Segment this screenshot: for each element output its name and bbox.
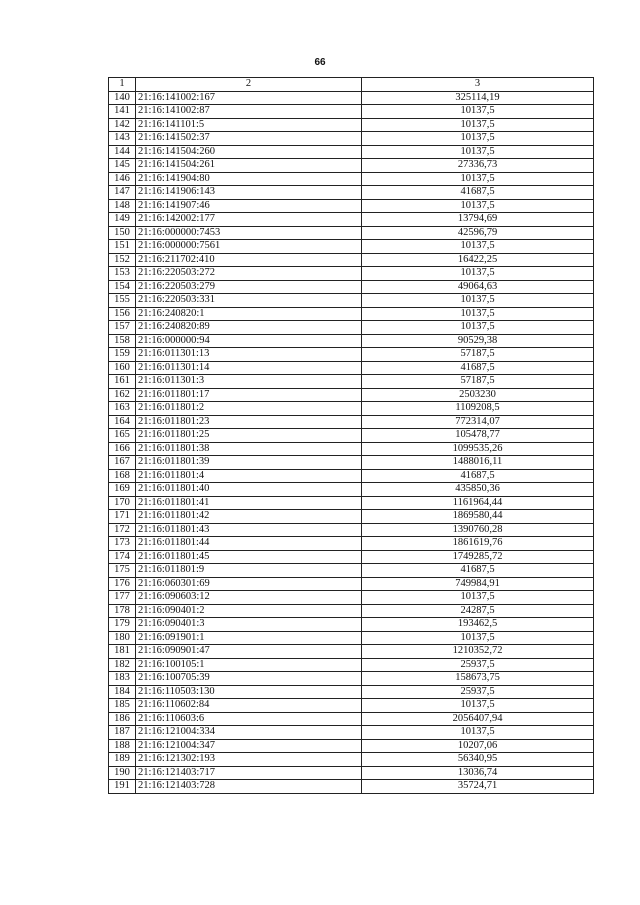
row-number-cell: 190 <box>109 766 136 780</box>
table-row <box>109 186 594 200</box>
value-cell: 10137,5 <box>362 132 594 146</box>
table-row <box>109 172 594 186</box>
value-cell: 57187,5 <box>362 375 594 389</box>
row-number-cell: 186 <box>109 712 136 726</box>
row-number-cell: 150 <box>109 226 136 240</box>
row-number-cell: 154 <box>109 280 136 294</box>
value-cell: 1749285,72 <box>362 550 594 564</box>
table-row <box>109 591 594 605</box>
cadastral-number-cell: 21:16:011801:39 <box>136 456 362 470</box>
value-cell: 10137,5 <box>362 240 594 254</box>
row-number-cell: 167 <box>109 456 136 470</box>
row-number-cell: 189 <box>109 753 136 767</box>
cadastral-number-cell: 21:16:141002:167 <box>136 91 362 105</box>
cadastral-number-cell: 21:16:011801:17 <box>136 388 362 402</box>
table-row <box>109 523 594 537</box>
cadastral-number-cell: 21:16:220503:279 <box>136 280 362 294</box>
value-cell: 2503230 <box>362 388 594 402</box>
table-row <box>109 307 594 321</box>
cadastral-number-cell: 21:16:011801:40 <box>136 483 362 497</box>
value-cell: 10137,5 <box>362 267 594 281</box>
value-cell: 90529,38 <box>362 334 594 348</box>
row-number-cell: 159 <box>109 348 136 362</box>
cadastral-number-cell: 21:16:142002:177 <box>136 213 362 227</box>
value-cell: 1109208,5 <box>362 402 594 416</box>
table-row <box>109 388 594 402</box>
cadastral-number-cell: 21:16:090401:2 <box>136 604 362 618</box>
table-row <box>109 631 594 645</box>
cadastral-number-cell: 21:16:141504:260 <box>136 145 362 159</box>
cadastral-number-cell: 21:16:011801:25 <box>136 429 362 443</box>
value-cell: 10207,06 <box>362 739 594 753</box>
cadastral-number-cell: 21:16:121004:334 <box>136 726 362 740</box>
cadastral-number-cell: 21:16:240820:89 <box>136 321 362 335</box>
column-header-2: 2 <box>136 78 362 92</box>
table-row <box>109 456 594 470</box>
row-number-cell: 168 <box>109 469 136 483</box>
table-row <box>109 510 594 524</box>
value-cell: 35724,71 <box>362 780 594 794</box>
table-row <box>109 537 594 551</box>
cadastral-number-cell: 21:16:121302:193 <box>136 753 362 767</box>
row-number-cell: 164 <box>109 415 136 429</box>
table-row <box>109 375 594 389</box>
cadastral-number-cell: 21:16:011801:41 <box>136 496 362 510</box>
cadastral-number-cell: 21:16:011801:2 <box>136 402 362 416</box>
cadastral-number-cell: 21:16:220503:272 <box>136 267 362 281</box>
table-row <box>109 348 594 362</box>
cadastral-number-cell: 21:16:090401:3 <box>136 618 362 632</box>
value-cell: 10137,5 <box>362 307 594 321</box>
cadastral-number-cell: 21:16:000000:7453 <box>136 226 362 240</box>
cadastral-number-cell: 21:16:141904:80 <box>136 172 362 186</box>
row-number-cell: 152 <box>109 253 136 267</box>
data-table <box>108 77 594 794</box>
value-cell: 10137,5 <box>362 631 594 645</box>
table-row <box>109 226 594 240</box>
table-row <box>109 132 594 146</box>
table-row <box>109 361 594 375</box>
table-row <box>109 429 594 443</box>
value-cell: 10137,5 <box>362 321 594 335</box>
row-number-cell: 188 <box>109 739 136 753</box>
row-number-cell: 144 <box>109 145 136 159</box>
table-row <box>109 469 594 483</box>
cadastral-number-cell: 21:16:110602:84 <box>136 699 362 713</box>
row-number-cell: 162 <box>109 388 136 402</box>
row-number-cell: 173 <box>109 537 136 551</box>
table-row <box>109 780 594 794</box>
cadastral-number-cell: 21:16:240820:1 <box>136 307 362 321</box>
cadastral-number-cell: 21:16:090901:47 <box>136 645 362 659</box>
cadastral-number-cell: 21:16:011301:13 <box>136 348 362 362</box>
table-row <box>109 739 594 753</box>
table-row <box>109 321 594 335</box>
row-number-cell: 165 <box>109 429 136 443</box>
cadastral-number-cell: 21:16:141101:5 <box>136 118 362 132</box>
cadastral-number-cell: 21:16:011301:14 <box>136 361 362 375</box>
row-number-cell: 142 <box>109 118 136 132</box>
table-header-row <box>109 78 594 92</box>
row-number-cell: 146 <box>109 172 136 186</box>
value-cell: 10137,5 <box>362 294 594 308</box>
cadastral-number-cell: 21:16:011801:45 <box>136 550 362 564</box>
cadastral-number-cell: 21:16:011801:43 <box>136 523 362 537</box>
value-cell: 13794,69 <box>362 213 594 227</box>
table-row <box>109 105 594 119</box>
cadastral-number-cell: 21:16:011801:9 <box>136 564 362 578</box>
row-number-cell: 178 <box>109 604 136 618</box>
value-cell: 158673,75 <box>362 672 594 686</box>
table-row <box>109 618 594 632</box>
row-number-cell: 160 <box>109 361 136 375</box>
value-cell: 772314,07 <box>362 415 594 429</box>
table-row <box>109 415 594 429</box>
value-cell: 1099535,26 <box>362 442 594 456</box>
table-row <box>109 726 594 740</box>
cadastral-number-cell: 21:16:011801:23 <box>136 415 362 429</box>
cadastral-number-cell: 21:16:011801:44 <box>136 537 362 551</box>
table-row <box>109 496 594 510</box>
table-row <box>109 145 594 159</box>
cadastral-number-cell: 21:16:211702:410 <box>136 253 362 267</box>
cadastral-number-cell: 21:16:000000:7561 <box>136 240 362 254</box>
table-row <box>109 91 594 105</box>
value-cell: 41687,5 <box>362 186 594 200</box>
cadastral-number-cell: 21:16:141504:261 <box>136 159 362 173</box>
value-cell: 1488016,11 <box>362 456 594 470</box>
cadastral-number-cell: 21:16:090603:12 <box>136 591 362 605</box>
row-number-cell: 170 <box>109 496 136 510</box>
value-cell: 1161964,44 <box>362 496 594 510</box>
table-row <box>109 159 594 173</box>
table-row <box>109 550 594 564</box>
value-cell: 24287,5 <box>362 604 594 618</box>
cadastral-number-cell: 21:16:110603:6 <box>136 712 362 726</box>
value-cell: 10137,5 <box>362 118 594 132</box>
cadastral-number-cell: 21:16:121004:347 <box>136 739 362 753</box>
row-number-cell: 169 <box>109 483 136 497</box>
row-number-cell: 181 <box>109 645 136 659</box>
value-cell: 10137,5 <box>362 199 594 213</box>
value-cell: 41687,5 <box>362 361 594 375</box>
table-row <box>109 766 594 780</box>
row-number-cell: 184 <box>109 685 136 699</box>
value-cell: 325114,19 <box>362 91 594 105</box>
cadastral-number-cell: 21:16:100705:39 <box>136 672 362 686</box>
row-number-cell: 157 <box>109 321 136 335</box>
table-row <box>109 645 594 659</box>
row-number-cell: 145 <box>109 159 136 173</box>
cadastral-number-cell: 21:16:141906:143 <box>136 186 362 200</box>
cadastral-number-cell: 21:16:000000:94 <box>136 334 362 348</box>
value-cell: 25937,5 <box>362 685 594 699</box>
row-number-cell: 172 <box>109 523 136 537</box>
row-number-cell: 140 <box>109 91 136 105</box>
column-header-3: 3 <box>362 78 594 92</box>
value-cell: 27336,73 <box>362 159 594 173</box>
cadastral-number-cell: 21:16:100105:1 <box>136 658 362 672</box>
row-number-cell: 180 <box>109 631 136 645</box>
value-cell: 1390760,28 <box>362 523 594 537</box>
value-cell: 10137,5 <box>362 699 594 713</box>
table-row <box>109 334 594 348</box>
table-row <box>109 118 594 132</box>
row-number-cell: 185 <box>109 699 136 713</box>
value-cell: 10137,5 <box>362 145 594 159</box>
table-row <box>109 699 594 713</box>
value-cell: 2056407,94 <box>362 712 594 726</box>
row-number-cell: 175 <box>109 564 136 578</box>
row-number-cell: 156 <box>109 307 136 321</box>
row-number-cell: 176 <box>109 577 136 591</box>
cadastral-number-cell: 21:16:121403:717 <box>136 766 362 780</box>
row-number-cell: 147 <box>109 186 136 200</box>
table-row <box>109 213 594 227</box>
table-row <box>109 672 594 686</box>
row-number-cell: 174 <box>109 550 136 564</box>
table-row <box>109 604 594 618</box>
cadastral-number-cell: 21:16:011801:42 <box>136 510 362 524</box>
row-number-cell: 171 <box>109 510 136 524</box>
value-cell: 749984,91 <box>362 577 594 591</box>
row-number-cell: 161 <box>109 375 136 389</box>
value-cell: 10137,5 <box>362 591 594 605</box>
row-number-cell: 183 <box>109 672 136 686</box>
table-row <box>109 199 594 213</box>
value-cell: 435850,36 <box>362 483 594 497</box>
cadastral-number-cell: 21:16:141502:37 <box>136 132 362 146</box>
value-cell: 49064,63 <box>362 280 594 294</box>
table-row <box>109 240 594 254</box>
value-cell: 1869580,44 <box>362 510 594 524</box>
page-number: 66 <box>314 57 326 68</box>
value-cell: 41687,5 <box>362 469 594 483</box>
cadastral-number-cell: 21:16:141002:87 <box>136 105 362 119</box>
cadastral-number-cell: 21:16:011301:3 <box>136 375 362 389</box>
row-number-cell: 163 <box>109 402 136 416</box>
cadastral-number-cell: 21:16:011801:38 <box>136 442 362 456</box>
cadastral-number-cell: 21:16:110503:130 <box>136 685 362 699</box>
row-number-cell: 182 <box>109 658 136 672</box>
cadastral-number-cell: 21:16:121403:728 <box>136 780 362 794</box>
table-row <box>109 253 594 267</box>
row-number-cell: 155 <box>109 294 136 308</box>
value-cell: 10137,5 <box>362 172 594 186</box>
table-body <box>109 91 594 793</box>
table-row <box>109 577 594 591</box>
row-number-cell: 151 <box>109 240 136 254</box>
table-row <box>109 753 594 767</box>
table-row <box>109 402 594 416</box>
column-header-1: 1 <box>109 78 136 92</box>
cadastral-number-cell: 21:16:141907:46 <box>136 199 362 213</box>
value-cell: 16422,25 <box>362 253 594 267</box>
value-cell: 10137,5 <box>362 726 594 740</box>
table-row <box>109 280 594 294</box>
cadastral-number-cell: 21:16:220503:331 <box>136 294 362 308</box>
value-cell: 41687,5 <box>362 564 594 578</box>
row-number-cell: 149 <box>109 213 136 227</box>
table-row <box>109 712 594 726</box>
row-number-cell: 187 <box>109 726 136 740</box>
table-row <box>109 685 594 699</box>
cadastral-number-cell: 21:16:011801:4 <box>136 469 362 483</box>
value-cell: 56340,95 <box>362 753 594 767</box>
value-cell: 57187,5 <box>362 348 594 362</box>
row-number-cell: 179 <box>109 618 136 632</box>
table-row <box>109 294 594 308</box>
value-cell: 42596,79 <box>362 226 594 240</box>
row-number-cell: 166 <box>109 442 136 456</box>
row-number-cell: 158 <box>109 334 136 348</box>
table-row <box>109 658 594 672</box>
row-number-cell: 141 <box>109 105 136 119</box>
row-number-cell: 153 <box>109 267 136 281</box>
table-row <box>109 483 594 497</box>
row-number-cell: 177 <box>109 591 136 605</box>
value-cell: 13036,74 <box>362 766 594 780</box>
value-cell: 25937,5 <box>362 658 594 672</box>
row-number-cell: 143 <box>109 132 136 146</box>
cadastral-number-cell: 21:16:091901:1 <box>136 631 362 645</box>
value-cell: 193462,5 <box>362 618 594 632</box>
table-row <box>109 267 594 281</box>
table-row <box>109 564 594 578</box>
value-cell: 1861619,76 <box>362 537 594 551</box>
value-cell: 1210352,72 <box>362 645 594 659</box>
row-number-cell: 191 <box>109 780 136 794</box>
cadastral-number-cell: 21:16:060301:69 <box>136 577 362 591</box>
value-cell: 105478,77 <box>362 429 594 443</box>
row-number-cell: 148 <box>109 199 136 213</box>
table-row <box>109 442 594 456</box>
value-cell: 10137,5 <box>362 105 594 119</box>
